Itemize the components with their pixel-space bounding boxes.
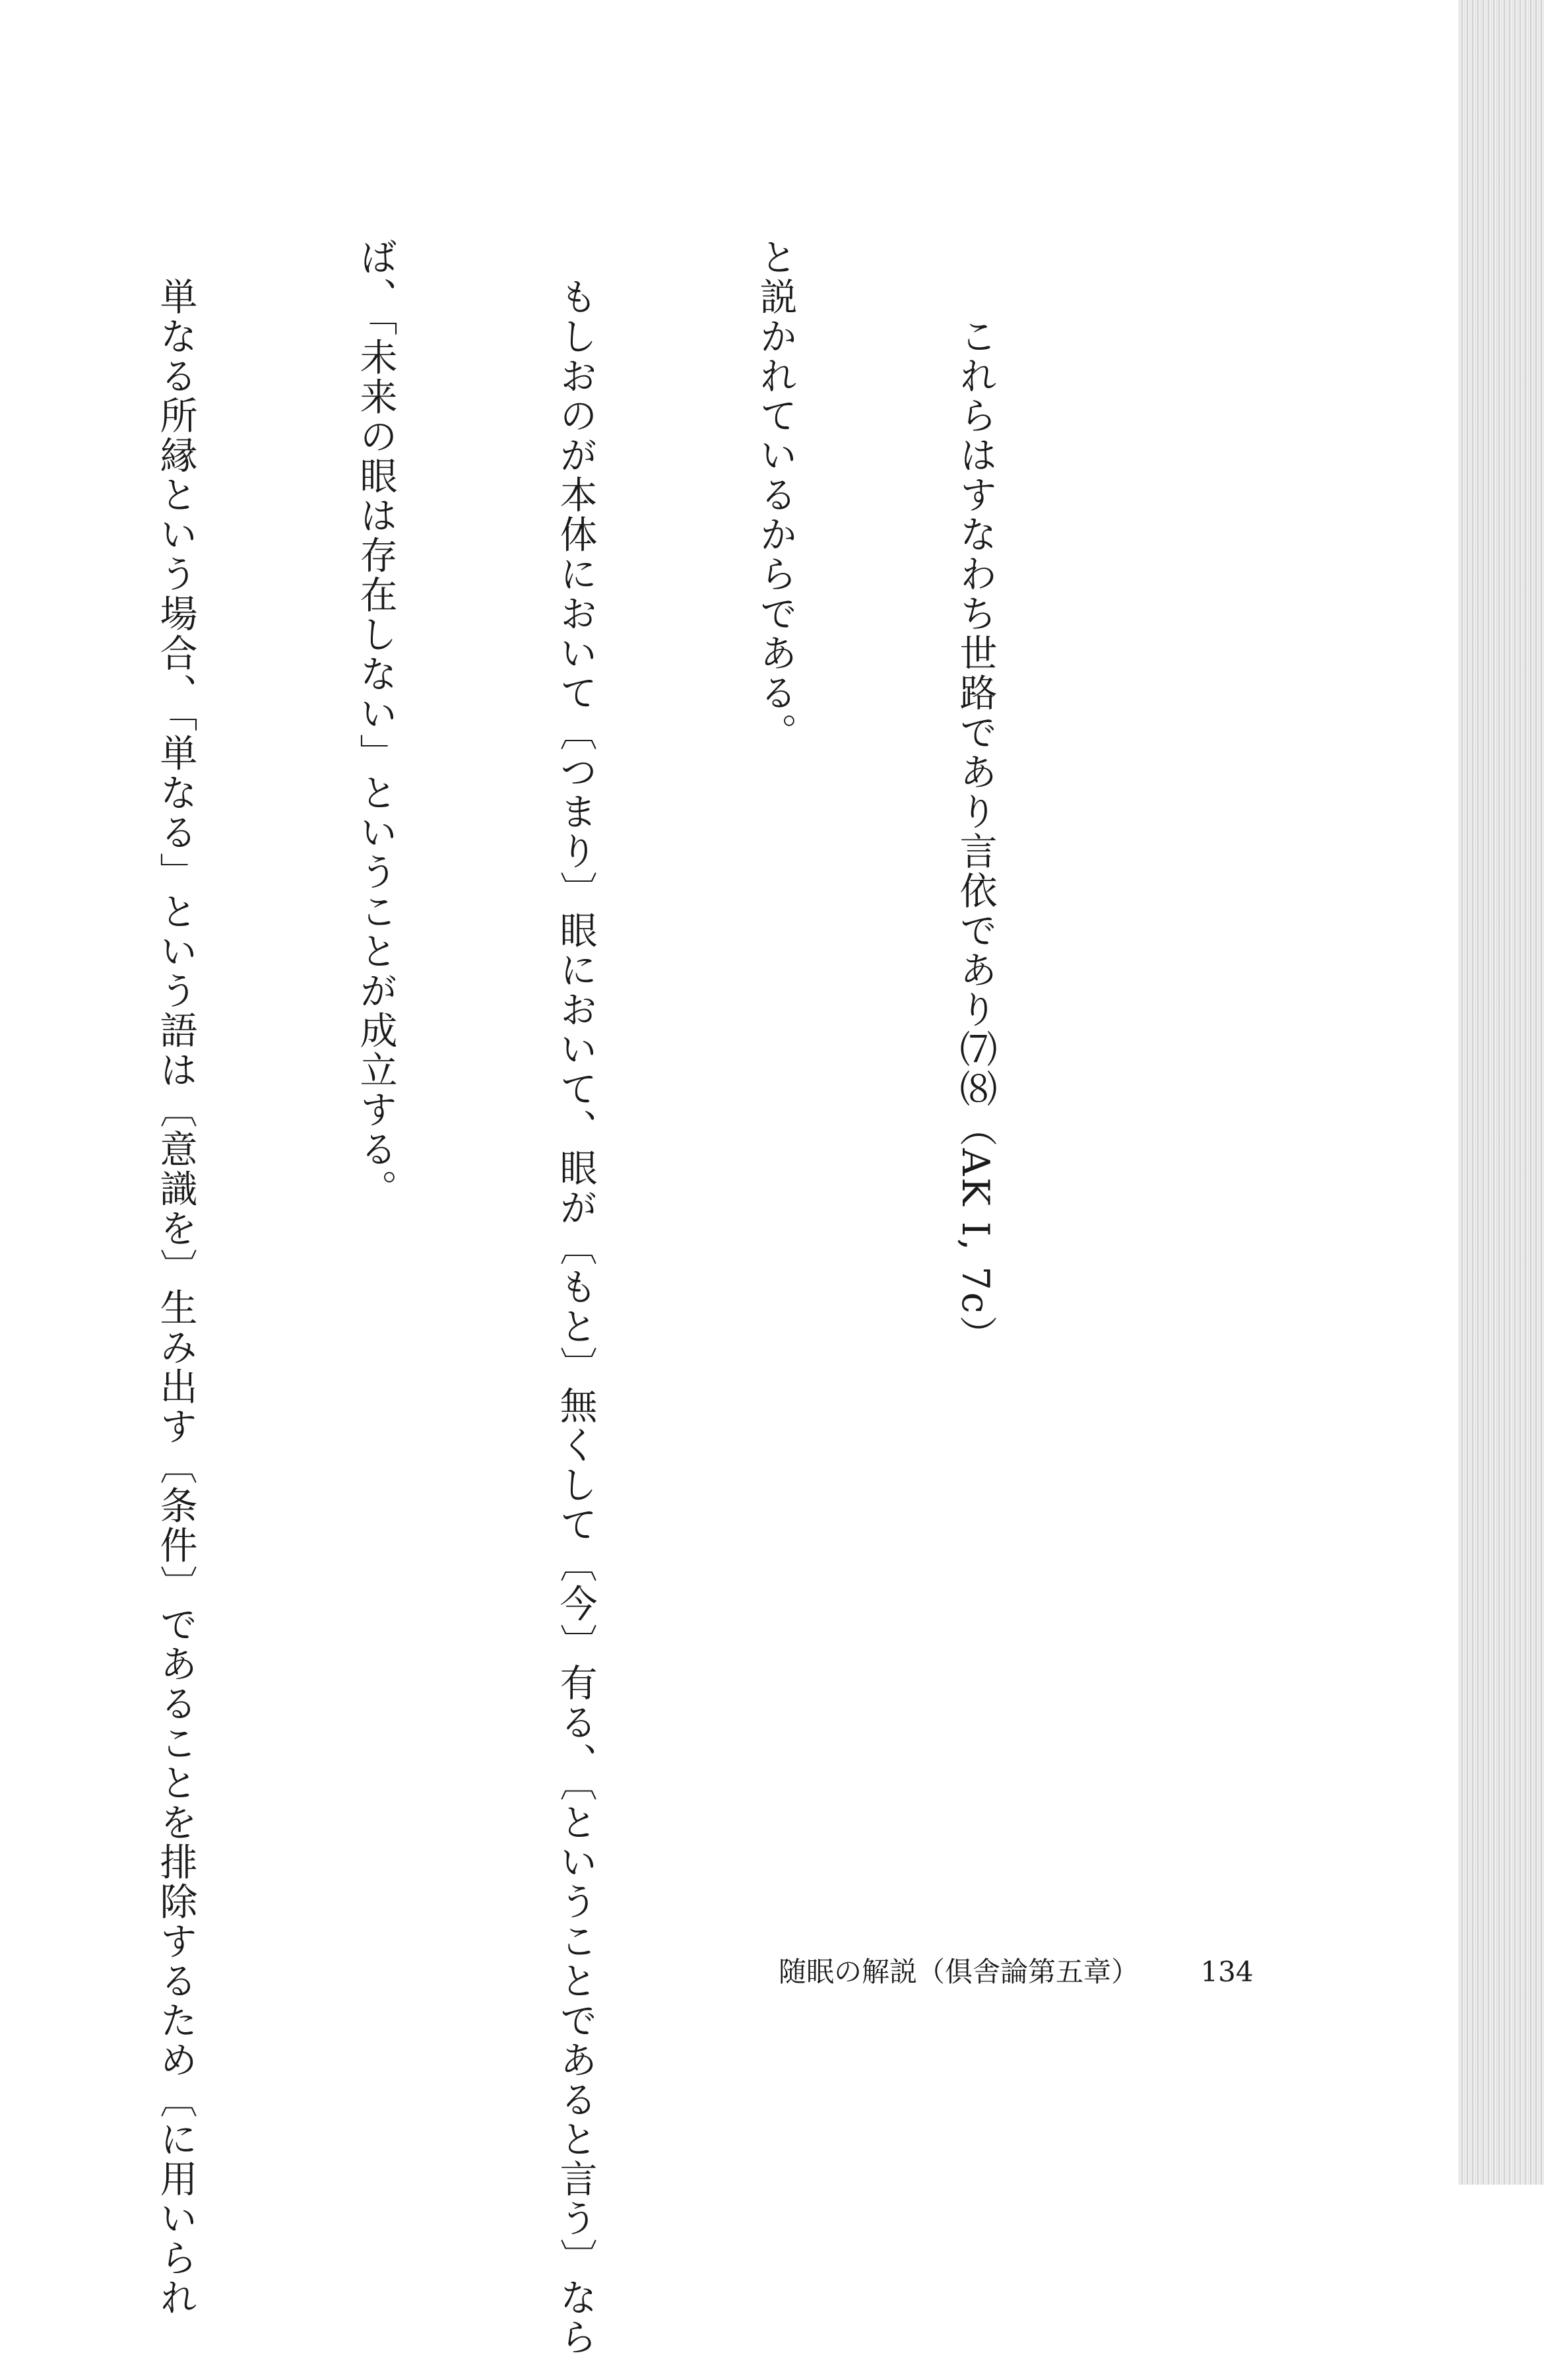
text-line: [0, 238, 9, 1927]
running-title: 随眠の解説（俱舎論第五章）: [779, 1956, 1140, 1988]
text-line: と説かれているからである。: [754, 238, 797, 752]
text-line: もしおのが本体において〔つまり〕眼において、眼が〔もと〕無くして〔今〕有る、〔ということであると言う〕なら: [554, 238, 597, 2358]
page-edge-shadow: [1458, 0, 1544, 2185]
text-line: これらはすなわち世路であり言依であり⑺⑻（AK I, 7c）: [953, 238, 997, 1355]
text-line: 単なる所縁という場合、「単なる」という語は〔意識を〕生み出す〔条件〕であることを排除するため〔に用いられ: [154, 238, 197, 2318]
page-number: 134: [1200, 1956, 1254, 1988]
text-line: ば、「未来の眼は存在しない」ということが成立する。: [354, 238, 397, 1209]
page-footer: [779, 1950, 1254, 1990]
